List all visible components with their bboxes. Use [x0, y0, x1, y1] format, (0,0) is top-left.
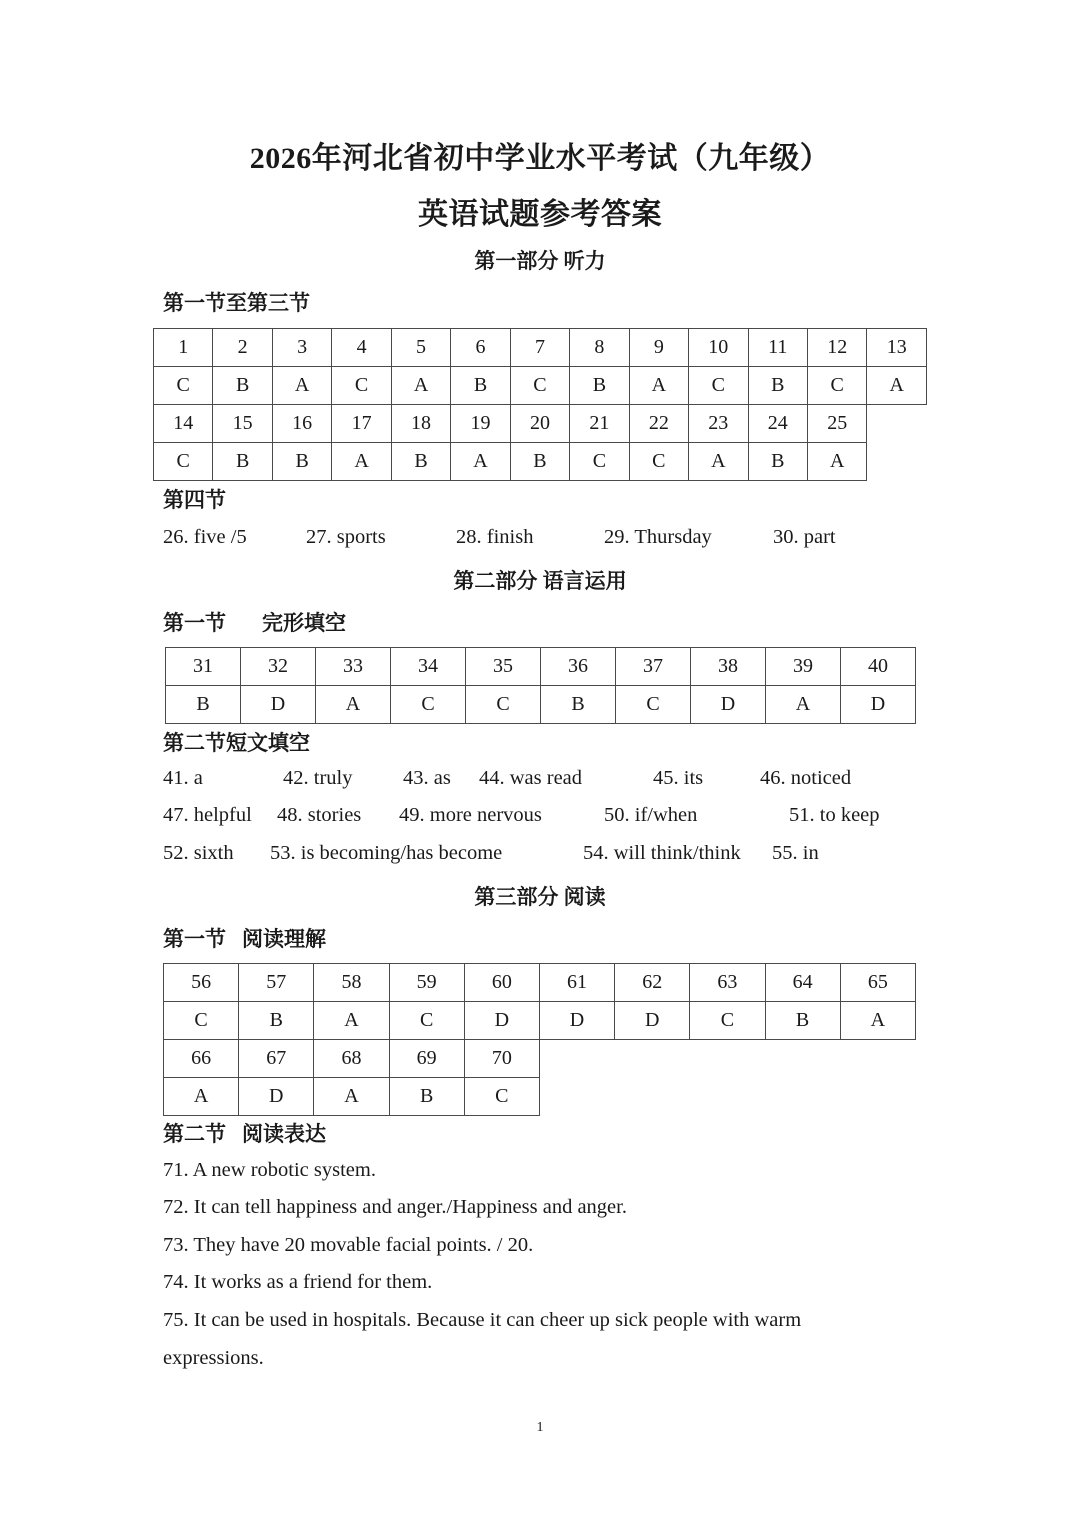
table-cell: 61: [539, 964, 614, 1002]
part2-cloze-table: [165, 647, 916, 724]
table-cell: 22: [629, 405, 688, 443]
table-cell: B: [748, 443, 807, 481]
table-cell: A: [391, 367, 450, 405]
answer-item: 73. They have 20 movable facial points. / 20.: [163, 1234, 534, 1256]
part3-heading: 第三部分 阅读: [474, 885, 606, 909]
table-cell: 31: [166, 648, 241, 686]
table-cell: B: [748, 367, 807, 405]
table-cell: 5: [391, 329, 450, 367]
table-cell: A: [807, 443, 866, 481]
answer-item: expressions.: [163, 1347, 264, 1369]
table-cell: 57: [239, 964, 314, 1002]
table-cell: 14: [154, 405, 213, 443]
empty-cell: [690, 1040, 765, 1078]
answer-item: 51. to keep: [789, 804, 880, 826]
answer-item: 42. truly: [283, 767, 353, 789]
table-cell: 66: [164, 1040, 239, 1078]
empty-cell: [615, 1078, 690, 1116]
table-cell: C: [570, 443, 629, 481]
answer-item: 27. sports: [306, 526, 386, 548]
table-cell: 7: [510, 329, 569, 367]
table-cell: 58: [314, 964, 389, 1002]
table-cell: 68: [314, 1040, 389, 1078]
table-cell: D: [841, 686, 916, 724]
table-cell: 10: [689, 329, 748, 367]
empty-cell: [840, 1040, 915, 1078]
table-cell: C: [154, 367, 213, 405]
part2-section1-heading: [163, 607, 346, 637]
table-cell: 39: [766, 648, 841, 686]
section-title: 阅读表达: [242, 1122, 326, 1146]
table-cell: 18: [391, 405, 450, 443]
table-cell: C: [154, 443, 213, 481]
table-cell: 33: [316, 648, 391, 686]
part3-section1-heading: [163, 923, 326, 953]
part1-heading: 第一部分 听力: [474, 249, 606, 273]
table-cell: 70: [464, 1040, 539, 1078]
table-row-numbers: [154, 329, 927, 367]
table-cell: 69: [389, 1040, 464, 1078]
table-cell: 20: [510, 405, 569, 443]
table-row-numbers: [154, 405, 927, 443]
table-cell: C: [807, 367, 866, 405]
table-cell: 4: [332, 329, 391, 367]
table-cell: B: [166, 686, 241, 724]
table-cell: 2: [213, 329, 272, 367]
answer-item: 72. It can tell happiness and anger./Happiness and anger.: [163, 1196, 627, 1218]
table-cell: 64: [765, 964, 840, 1002]
table-cell: 63: [690, 964, 765, 1002]
table-cell: B: [213, 367, 272, 405]
table-cell: 8: [570, 329, 629, 367]
table-cell: D: [241, 686, 316, 724]
table-cell: B: [510, 443, 569, 481]
table-cell: 6: [451, 329, 510, 367]
document-title: 2026年河北省初中学业水平考试（九年级）: [249, 142, 831, 175]
table-cell: 32: [241, 648, 316, 686]
document-subtitle: 英语试题参考答案: [418, 198, 662, 231]
table-cell: A: [451, 443, 510, 481]
table-cell: D: [464, 1002, 539, 1040]
answer-item: 75. It can be used in hospitals. Because it can cheer up sick people with warm: [163, 1309, 802, 1331]
part2-section2-heading: 第二节短文填空: [163, 731, 310, 755]
table-row-numbers: [166, 648, 916, 686]
table-cell: 34: [391, 648, 466, 686]
table-cell: C: [391, 686, 466, 724]
table-cell: 38: [691, 648, 766, 686]
table-cell: 35: [466, 648, 541, 686]
table-cell: 16: [272, 405, 331, 443]
table-cell: 21: [570, 405, 629, 443]
table-cell: 37: [616, 648, 691, 686]
part1-section1-heading: 第一节至第三节: [163, 291, 310, 315]
table-row-answers: [166, 686, 916, 724]
table-cell: 60: [464, 964, 539, 1002]
table-cell: 40: [841, 648, 916, 686]
part1-answer-table: [153, 328, 927, 481]
table-cell: C: [389, 1002, 464, 1040]
answer-item: 41. a: [163, 767, 203, 789]
answer-item: 28. finish: [456, 526, 534, 548]
answer-item: 45. its: [653, 767, 704, 789]
table-cell: B: [272, 443, 331, 481]
answer-item: 48. stories: [277, 804, 362, 826]
table-cell: 67: [239, 1040, 314, 1078]
table-cell: B: [541, 686, 616, 724]
empty-cell: [615, 1040, 690, 1078]
table-cell: 36: [541, 648, 616, 686]
table-cell: 25: [807, 405, 866, 443]
table-cell: 59: [389, 964, 464, 1002]
answer-item: 43. as: [403, 767, 451, 789]
table-cell: A: [332, 443, 391, 481]
table-cell: B: [451, 367, 510, 405]
table-cell: C: [616, 686, 691, 724]
empty-cell: [840, 1078, 915, 1116]
table-cell: D: [239, 1078, 314, 1116]
table-cell: 17: [332, 405, 391, 443]
answer-item: 44. was read: [479, 767, 583, 789]
table-cell: A: [867, 367, 927, 405]
empty-cell: [539, 1040, 614, 1078]
empty-cell: [867, 405, 927, 443]
table-cell: C: [466, 686, 541, 724]
answer-item: 47. helpful: [163, 804, 252, 826]
answer-item: 50. if/when: [604, 804, 698, 826]
table-cell: B: [391, 443, 450, 481]
table-cell: B: [570, 367, 629, 405]
answer-item: 30. part: [773, 526, 836, 548]
section-label: 第一节: [163, 927, 226, 951]
section-label: 第一节: [163, 611, 226, 635]
answer-item: 53. is becoming/has become: [270, 842, 503, 864]
table-cell: D: [691, 686, 766, 724]
answer-item: 54. will think/think: [583, 842, 741, 864]
answer-item: 26. five /5: [163, 526, 247, 548]
table-cell: C: [629, 443, 688, 481]
answer-item: 52. sixth: [163, 842, 234, 864]
table-cell: D: [615, 1002, 690, 1040]
answer-item: 55. in: [772, 842, 819, 864]
table-cell: 9: [629, 329, 688, 367]
table-cell: 56: [164, 964, 239, 1002]
section-title: 完形填空: [262, 611, 346, 635]
table-cell: C: [689, 367, 748, 405]
table-cell: A: [164, 1078, 239, 1116]
table-cell: 24: [748, 405, 807, 443]
empty-cell: [539, 1078, 614, 1116]
table-cell: B: [213, 443, 272, 481]
table-row-answers: [164, 1078, 916, 1116]
table-row-numbers: [164, 1040, 916, 1078]
table-cell: B: [239, 1002, 314, 1040]
table-cell: 15: [213, 405, 272, 443]
table-cell: 1: [154, 329, 213, 367]
table-cell: A: [689, 443, 748, 481]
table-cell: 13: [867, 329, 927, 367]
page-number: 1: [536, 1420, 544, 1435]
empty-cell: [867, 443, 927, 481]
section-label: 第二节: [163, 1122, 226, 1146]
table-cell: 62: [615, 964, 690, 1002]
empty-cell: [690, 1078, 765, 1116]
table-cell: A: [840, 1002, 915, 1040]
table-cell: A: [629, 367, 688, 405]
table-cell: C: [332, 367, 391, 405]
answer-item: 46. noticed: [760, 767, 852, 789]
section-title: 阅读理解: [242, 927, 326, 951]
answer-item: 49. more nervous: [399, 804, 542, 826]
table-row-answers: [164, 1002, 916, 1040]
table-row-answers: [154, 367, 927, 405]
table-cell: 11: [748, 329, 807, 367]
table-cell: A: [766, 686, 841, 724]
table-cell: C: [690, 1002, 765, 1040]
table-cell: B: [765, 1002, 840, 1040]
table-cell: C: [164, 1002, 239, 1040]
table-cell: 23: [689, 405, 748, 443]
part3-reading-table: [163, 963, 916, 1116]
empty-cell: [765, 1040, 840, 1078]
table-row-numbers: [164, 964, 916, 1002]
table-cell: C: [510, 367, 569, 405]
table-cell: B: [389, 1078, 464, 1116]
empty-cell: [765, 1078, 840, 1116]
table-cell: A: [316, 686, 391, 724]
table-cell: A: [314, 1078, 389, 1116]
answer-item: 74. It works as a friend for them.: [163, 1271, 433, 1293]
part3-section2-heading: [163, 1118, 326, 1148]
table-cell: 3: [272, 329, 331, 367]
table-cell: A: [314, 1002, 389, 1040]
table-cell: 19: [451, 405, 510, 443]
answer-item: 29. Thursday: [604, 526, 712, 548]
part1-section4-heading: 第四节: [163, 488, 226, 512]
answer-item: 71. A new robotic system.: [163, 1159, 376, 1181]
part2-heading: 第二部分 语言运用: [453, 569, 627, 593]
table-cell: A: [272, 367, 331, 405]
table-cell: 12: [807, 329, 866, 367]
table-cell: C: [464, 1078, 539, 1116]
table-row-answers: [154, 443, 927, 481]
table-cell: D: [539, 1002, 614, 1040]
table-cell: 65: [840, 964, 915, 1002]
